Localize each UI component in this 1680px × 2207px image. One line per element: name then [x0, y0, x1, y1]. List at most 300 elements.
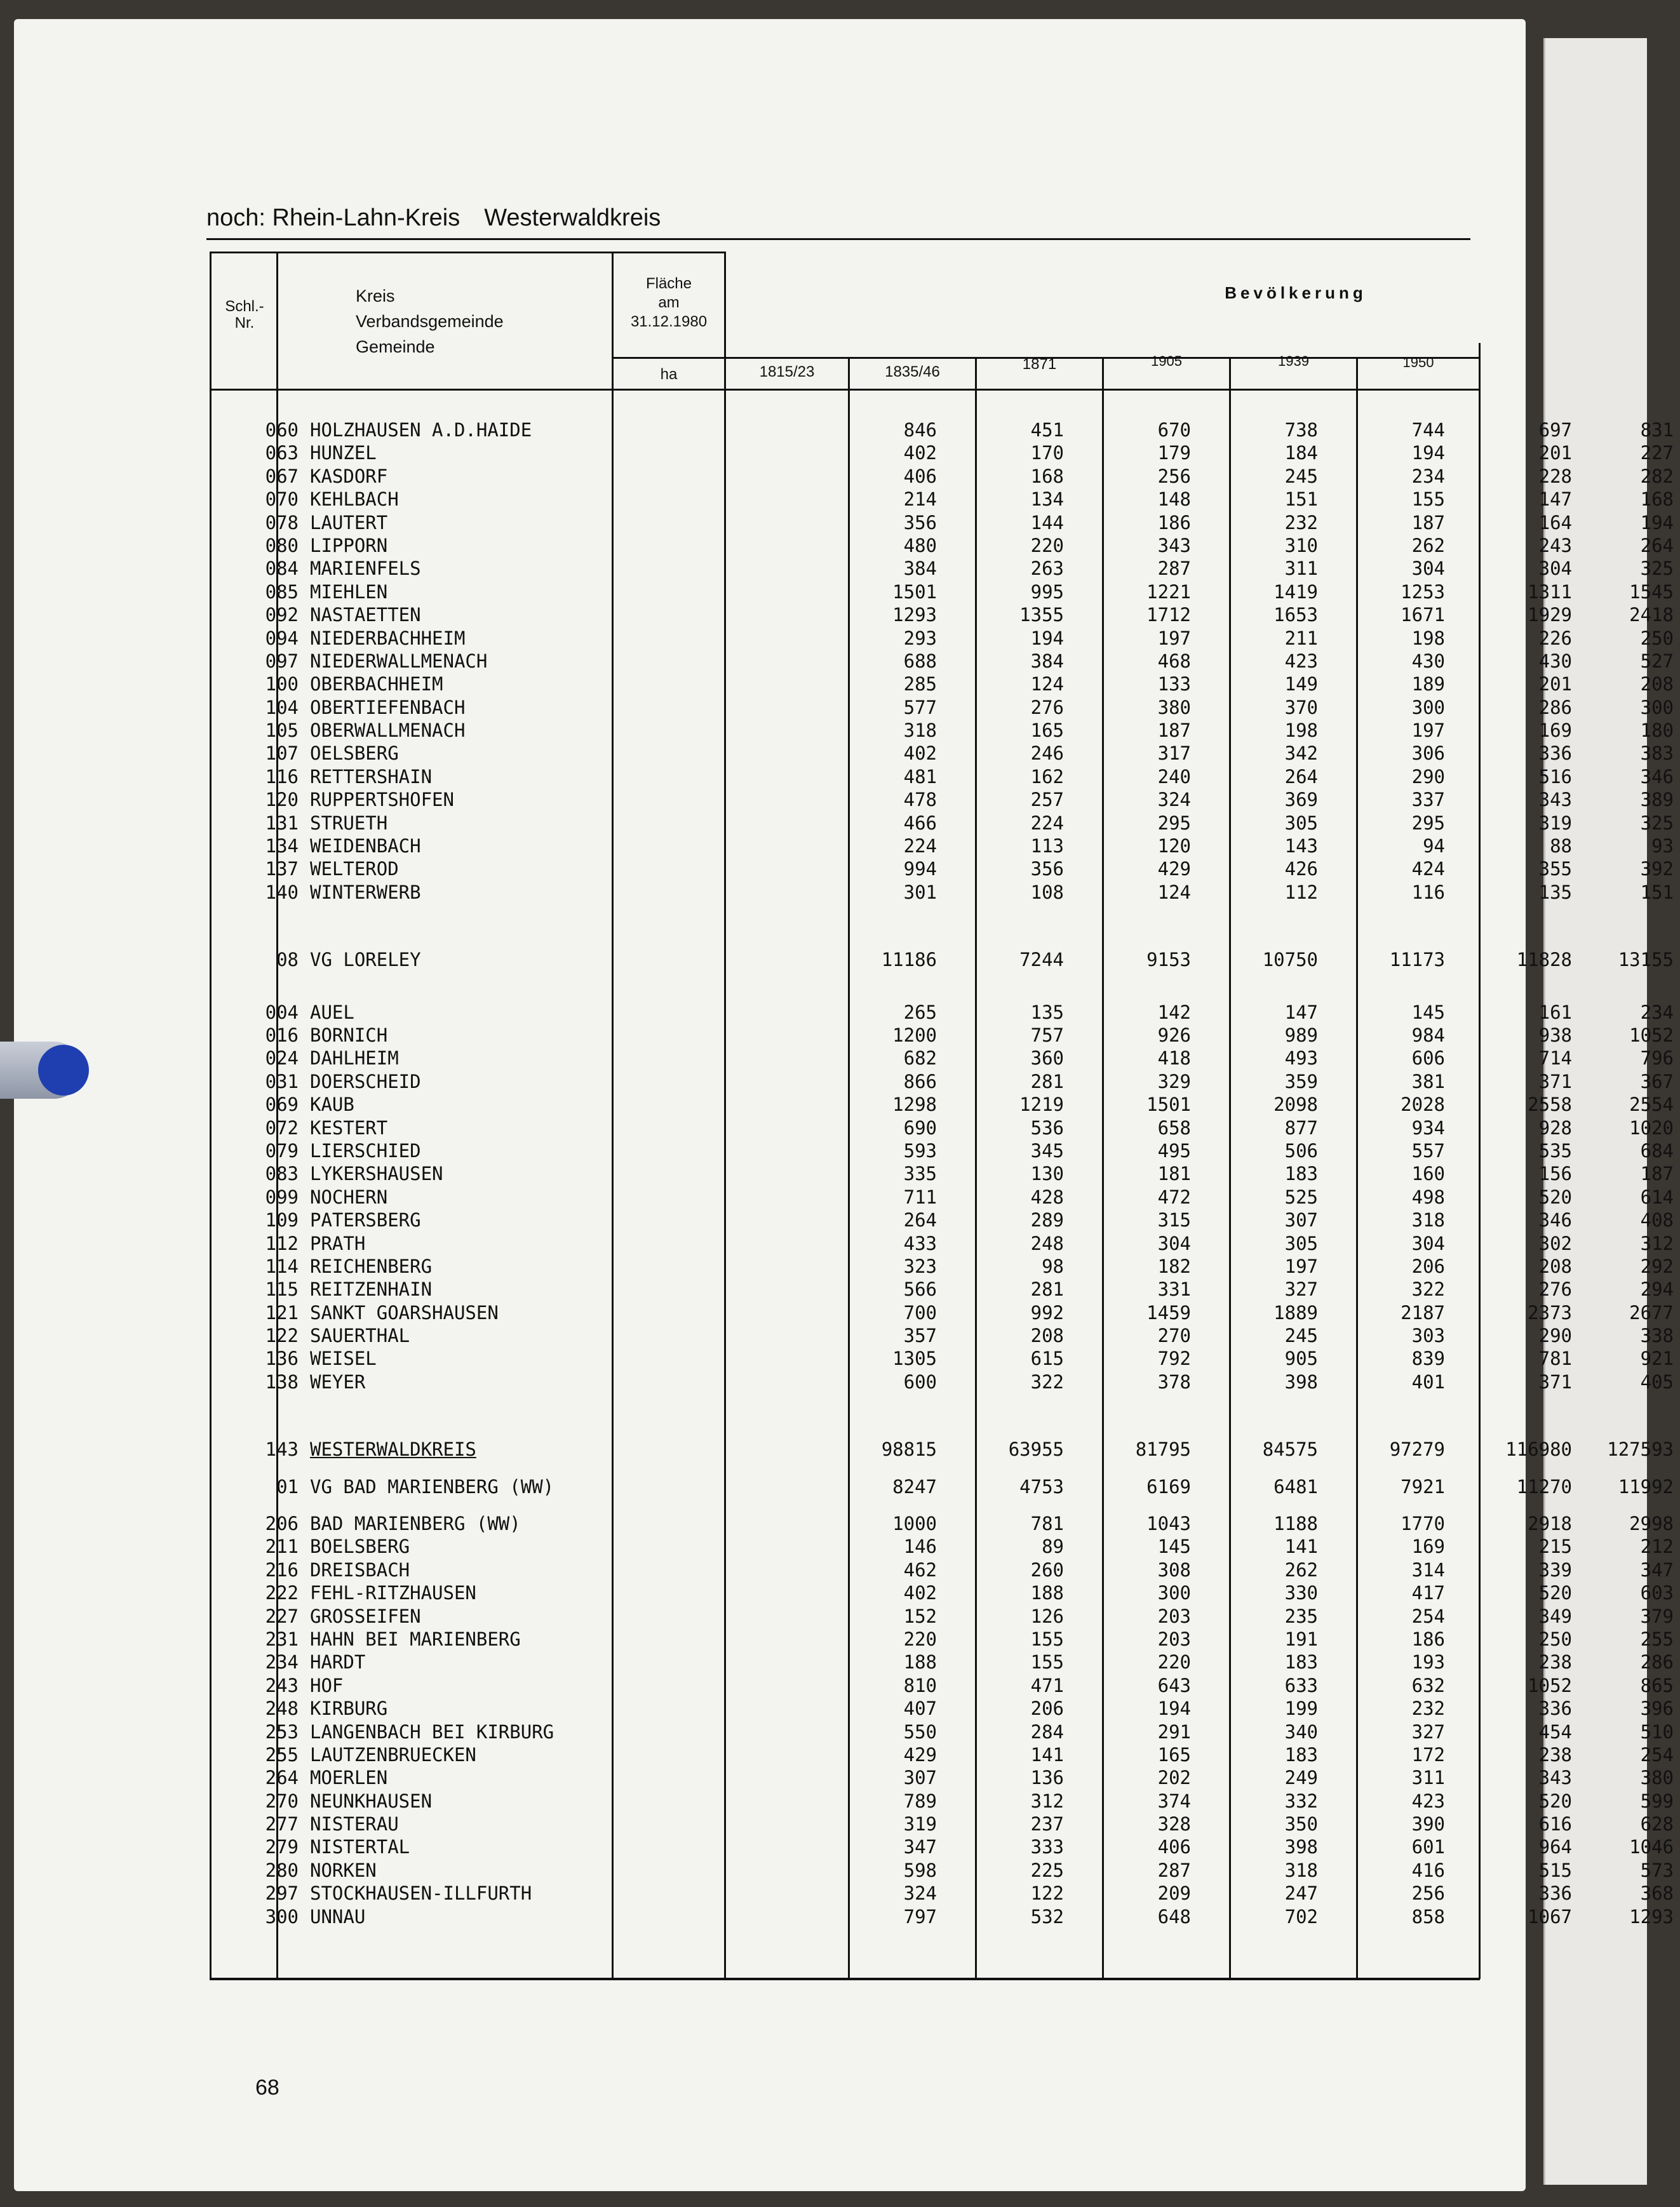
row-population-5: 379: [1640, 1605, 1674, 1627]
row-population-4: 250: [1538, 1628, 1572, 1650]
row-gap: [216, 904, 1480, 949]
row-population-1: 670: [1157, 419, 1191, 441]
row-population-1: 328: [1157, 1813, 1191, 1835]
row-number: 031: [265, 1070, 299, 1092]
row-name: NEUNKHAUSEN: [310, 1790, 433, 1812]
row-number: 279: [265, 1836, 299, 1858]
row-population-0: 4753: [1019, 1475, 1064, 1498]
table-row: [216, 627, 1674, 650]
row-number: 114: [265, 1255, 299, 1277]
row-population-0: 155: [1030, 1628, 1064, 1650]
row-population-5: 614: [1640, 1186, 1674, 1208]
row-population-5: 1052: [1629, 1024, 1674, 1046]
row-population-5: 11992: [1618, 1475, 1674, 1498]
row-number: 099: [265, 1186, 299, 1208]
header-year-1835: 1835/46: [885, 363, 940, 380]
row-population-1: 187: [1157, 720, 1191, 742]
row-population-4: 161: [1538, 1001, 1572, 1023]
row-name: WEISEL: [310, 1348, 377, 1370]
row-population-3: 744: [1411, 419, 1445, 441]
row-population-4: 319: [1538, 812, 1572, 834]
row-population-4: 336: [1538, 1882, 1572, 1905]
row-number: 243: [265, 1674, 299, 1696]
row-number: 115: [265, 1278, 299, 1301]
row-population-4: 928: [1538, 1117, 1572, 1139]
row-population-0: 757: [1030, 1024, 1064, 1046]
row-population-3: 262: [1411, 534, 1445, 556]
row-name: WEYER: [310, 1371, 366, 1393]
row-population-5: 250: [1640, 627, 1674, 649]
row-area-ha: 1501: [892, 580, 937, 603]
row-population-2: 147: [1284, 1001, 1318, 1023]
row-population-0: 312: [1030, 1790, 1064, 1812]
row-population-1: 81795: [1135, 1439, 1191, 1461]
row-population-5: 599: [1640, 1790, 1674, 1812]
row-population-0: 165: [1030, 720, 1064, 742]
row-number: 216: [265, 1559, 299, 1581]
row-population-5: 510: [1640, 1721, 1674, 1743]
row-population-1: 133: [1157, 673, 1191, 695]
row-population-3: 606: [1411, 1047, 1445, 1070]
table-row: [216, 1536, 1674, 1559]
row-area-ha: 550: [903, 1721, 937, 1743]
row-population-2: 318: [1284, 1859, 1318, 1881]
row-population-1: 308: [1157, 1559, 1191, 1581]
row-population-5: 796: [1640, 1047, 1674, 1070]
row-population-2: 307: [1284, 1209, 1318, 1231]
row-population-1: 792: [1157, 1348, 1191, 1370]
row-population-4: 346: [1538, 1209, 1572, 1231]
row-population-3: 1253: [1401, 580, 1445, 603]
row-population-3: 254: [1411, 1605, 1445, 1627]
row-number: 300: [265, 1905, 299, 1928]
row-name: BAD MARIENBERG (WW): [310, 1513, 521, 1535]
table-row: [216, 1582, 1674, 1605]
row-population-3: 314: [1411, 1559, 1445, 1581]
row-area-ha: 402: [903, 1582, 937, 1604]
row-population-3: 169: [1411, 1536, 1445, 1558]
row-population-0: 615: [1030, 1348, 1064, 1370]
row-number: 121: [265, 1301, 299, 1324]
row-population-5: 865: [1640, 1674, 1674, 1696]
table-row: [216, 1836, 1674, 1859]
row-population-2: 183: [1284, 1743, 1318, 1766]
row-area-ha: 324: [903, 1882, 937, 1905]
table-row: [216, 1721, 1674, 1744]
row-population-0: 144: [1030, 511, 1064, 533]
row-population-4: 88: [1550, 835, 1572, 857]
row-population-2: 235: [1284, 1605, 1318, 1627]
row-population-3: 193: [1411, 1651, 1445, 1674]
row-population-4: 714: [1538, 1047, 1572, 1070]
row-population-4: 2373: [1528, 1301, 1572, 1324]
row-population-2: 350: [1284, 1813, 1318, 1835]
row-population-1: 287: [1157, 1859, 1191, 1881]
row-population-1: 304: [1157, 1232, 1191, 1254]
row-population-4: 290: [1538, 1325, 1572, 1347]
row-number: 01: [276, 1475, 299, 1498]
row-population-1: 202: [1157, 1767, 1191, 1789]
row-population-0: 471: [1030, 1674, 1064, 1696]
row-population-4: 238: [1538, 1743, 1572, 1766]
row-population-0: 356: [1030, 858, 1064, 880]
table-row: [216, 789, 1674, 812]
row-population-2: 151: [1284, 488, 1318, 511]
row-population-0: 246: [1030, 742, 1064, 765]
row-population-2: 191: [1284, 1628, 1318, 1650]
row-number: 120: [265, 789, 299, 811]
row-population-2: 525: [1284, 1186, 1318, 1208]
row-population-0: 333: [1030, 1836, 1064, 1858]
row-population-1: 1501: [1146, 1094, 1191, 1116]
table-row: [216, 1651, 1674, 1674]
row-population-5: 603: [1640, 1582, 1674, 1604]
row-population-5: 194: [1640, 511, 1674, 533]
row-population-2: 141: [1284, 1536, 1318, 1558]
row-population-2: 112: [1284, 881, 1318, 903]
table-row: [216, 1163, 1674, 1186]
row-population-0: 194: [1030, 627, 1064, 649]
row-area-ha: 188: [903, 1651, 937, 1674]
row-population-5: 527: [1640, 650, 1674, 672]
row-number: 222: [265, 1582, 299, 1604]
row-population-4: 781: [1538, 1348, 1572, 1370]
row-population-3: 232: [1411, 1698, 1445, 1720]
row-population-1: 429: [1157, 858, 1191, 880]
row-number: 131: [265, 812, 299, 834]
row-population-3: 318: [1411, 1209, 1445, 1231]
row-population-0: 1219: [1019, 1094, 1064, 1116]
header-flaeche: Fläche am 31.12.1980: [630, 275, 708, 330]
row-population-3: 423: [1411, 1790, 1445, 1812]
row-population-1: 256: [1157, 465, 1191, 487]
row-area-ha: 8247: [892, 1475, 937, 1498]
table-row: [216, 1439, 1674, 1461]
row-population-1: 317: [1157, 742, 1191, 765]
row-name: MOERLEN: [310, 1767, 388, 1789]
row-name: LANGENBACH BEI KIRBURG: [310, 1721, 554, 1743]
header-year-1871: 1871: [1022, 356, 1057, 373]
row-population-1: 418: [1157, 1047, 1191, 1070]
row-population-5: 405: [1640, 1371, 1674, 1393]
row-number: 277: [265, 1813, 299, 1835]
row-name: LYKERSHAUSEN: [310, 1163, 443, 1185]
row-number: 137: [265, 858, 299, 880]
table-row: [216, 696, 1674, 720]
row-population-1: 643: [1157, 1674, 1191, 1696]
table-row: [216, 1186, 1674, 1209]
row-name: WEIDENBACH: [310, 835, 421, 857]
row-area-ha: 810: [903, 1674, 937, 1696]
row-population-1: 315: [1157, 1209, 1191, 1231]
row-name: LAUTZENBRUECKEN: [310, 1743, 476, 1766]
header-unit: ha: [660, 366, 678, 383]
row-population-5: 212: [1640, 1536, 1674, 1558]
row-area-ha: 1293: [892, 604, 937, 626]
row-population-5: 408: [1640, 1209, 1674, 1231]
row-name: SANKT GOARSHAUSEN: [310, 1301, 499, 1324]
row-population-4: 169: [1538, 720, 1572, 742]
row-name: NISTERTAL: [310, 1836, 410, 1858]
row-population-3: 424: [1411, 858, 1445, 880]
row-population-3: 430: [1411, 650, 1445, 672]
heading-prefix: noch: Rhein-Lahn-Kreis: [206, 205, 460, 231]
row-population-2: 305: [1284, 1232, 1318, 1254]
row-population-1: 1712: [1146, 604, 1191, 626]
row-area-ha: 1298: [892, 1094, 937, 1116]
row-population-1: 329: [1157, 1070, 1191, 1092]
row-area-ha: 466: [903, 812, 937, 834]
row-population-0: 7244: [1019, 949, 1064, 971]
row-population-1: 197: [1157, 627, 1191, 649]
row-population-4: 520: [1538, 1790, 1572, 1812]
table-row: [216, 673, 1674, 696]
row-population-4: 286: [1538, 696, 1572, 718]
table-row: [216, 1767, 1674, 1790]
row-number: 255: [265, 1743, 299, 1766]
row-area-ha: 307: [903, 1767, 937, 1789]
row-number: 134: [265, 835, 299, 857]
row-population-0: 63955: [1008, 1439, 1064, 1461]
row-population-0: 360: [1030, 1047, 1064, 1070]
row-population-3: 337: [1411, 789, 1445, 811]
row-population-4: 339: [1538, 1559, 1572, 1581]
row-population-5: 392: [1640, 858, 1674, 880]
row-population-4: 135: [1538, 881, 1572, 903]
row-population-4: 343: [1538, 789, 1572, 811]
row-population-3: 390: [1411, 1813, 1445, 1835]
table-row: [216, 1139, 1674, 1163]
table-row: [216, 1905, 1674, 1929]
row-population-4: 243: [1538, 534, 1572, 556]
header-year-1815: 1815/23: [759, 363, 815, 380]
row-population-0: 263: [1030, 558, 1064, 580]
row-name: HARDT: [310, 1651, 366, 1674]
row-population-0: 995: [1030, 580, 1064, 603]
table-row: [216, 1790, 1674, 1813]
row-name: PRATH: [310, 1232, 366, 1254]
row-population-3: 194: [1411, 442, 1445, 464]
row-name: MIEHLEN: [310, 580, 388, 603]
row-population-4: 164: [1538, 511, 1572, 533]
row-population-3: 187: [1411, 511, 1445, 533]
table-body: [216, 419, 1674, 1929]
table-row: [216, 858, 1674, 881]
row-number: 067: [265, 465, 299, 487]
row-population-1: 6169: [1146, 1475, 1191, 1498]
table-row: [216, 558, 1674, 580]
row-number: 234: [265, 1651, 299, 1674]
row-population-2: 330: [1284, 1582, 1318, 1604]
row-name: HUNZEL: [310, 442, 377, 464]
row-area-ha: 98815: [881, 1439, 937, 1461]
row-population-3: 306: [1411, 742, 1445, 765]
row-population-5: 1020: [1629, 1117, 1674, 1139]
row-population-5: 168: [1640, 488, 1674, 511]
row-population-2: 197: [1284, 1255, 1318, 1277]
row-population-2: 198: [1284, 720, 1318, 742]
row-population-4: 535: [1538, 1139, 1572, 1162]
row-population-5: 294: [1640, 1278, 1674, 1301]
row-population-1: 9153: [1146, 949, 1191, 971]
row-population-0: 276: [1030, 696, 1064, 718]
row-number: 004: [265, 1001, 299, 1023]
row-population-5: 127593: [1607, 1439, 1674, 1461]
row-number: 143: [265, 1439, 299, 1461]
row-population-4: 201: [1538, 442, 1572, 464]
row-name: NASTAETTEN: [310, 604, 421, 626]
row-population-1: 324: [1157, 789, 1191, 811]
row-number: 069: [265, 1094, 299, 1116]
row-number: 016: [265, 1024, 299, 1046]
row-population-3: 94: [1423, 835, 1445, 857]
row-population-1: 648: [1157, 1905, 1191, 1928]
row-name: LIPPORN: [310, 534, 388, 556]
row-name: WELTEROD: [310, 858, 399, 880]
row-population-5: 389: [1640, 789, 1674, 811]
row-population-5: 338: [1640, 1325, 1674, 1347]
table-row: [216, 1859, 1674, 1882]
row-number: 206: [265, 1513, 299, 1535]
row-name: VG LORELEY: [310, 949, 421, 971]
row-population-1: 182: [1157, 1255, 1191, 1277]
header-bottom-rule: [210, 389, 1480, 391]
row-population-4: 520: [1538, 1186, 1572, 1208]
row-population-4: 116980: [1505, 1439, 1572, 1461]
row-number: 136: [265, 1348, 299, 1370]
row-area-ha: 481: [903, 765, 937, 788]
row-area-ha: 335: [903, 1163, 937, 1185]
row-population-0: 992: [1030, 1301, 1064, 1324]
table-row: [216, 1117, 1674, 1140]
row-number: 231: [265, 1628, 299, 1650]
row-population-0: 168: [1030, 465, 1064, 487]
table-bottom-rule: [210, 1978, 1480, 1980]
row-population-1: 495: [1157, 1139, 1191, 1162]
row-number: 100: [265, 673, 299, 695]
table-row: [216, 720, 1674, 742]
row-area-ha: 846: [903, 419, 937, 441]
row-population-1: 181: [1157, 1163, 1191, 1185]
row-area-ha: 265: [903, 1001, 937, 1023]
row-population-5: 367: [1640, 1070, 1674, 1092]
row-area-ha: 318: [903, 720, 937, 742]
row-population-2: 1653: [1273, 604, 1318, 626]
table-row: [216, 1371, 1674, 1394]
row-population-1: 220: [1157, 1651, 1191, 1674]
row-area-ha: 1000: [892, 1513, 937, 1535]
row-population-3: 97279: [1389, 1439, 1445, 1461]
table-row: [216, 1024, 1674, 1047]
row-number: 092: [265, 604, 299, 626]
row-population-1: 1221: [1146, 580, 1191, 603]
row-population-3: 160: [1411, 1163, 1445, 1185]
row-population-4: 276: [1538, 1278, 1572, 1301]
row-number: 080: [265, 534, 299, 556]
row-population-0: 113: [1030, 835, 1064, 857]
table-top-rule: [210, 252, 724, 253]
row-population-3: 601: [1411, 1836, 1445, 1858]
row-name: LIERSCHIED: [310, 1139, 421, 1162]
row-population-1: 148: [1157, 488, 1191, 511]
table-row: [216, 534, 1674, 558]
row-population-5: 2998: [1629, 1513, 1674, 1535]
row-name: OBERBACHHEIM: [310, 673, 443, 695]
row-number: 085: [265, 580, 299, 603]
row-population-4: 1052: [1528, 1674, 1572, 1696]
row-area-ha: 301: [903, 881, 937, 903]
row-name: KIRBURG: [310, 1698, 388, 1720]
table-row: [216, 1605, 1674, 1628]
row-area-ha: 1200: [892, 1024, 937, 1046]
row-area-ha: 402: [903, 742, 937, 765]
row-name: HAHN BEI MARIENBERG: [310, 1628, 521, 1650]
row-population-5: 286: [1640, 1651, 1674, 1674]
row-area-ha: 1305: [892, 1348, 937, 1370]
row-population-5: 684: [1640, 1139, 1674, 1162]
header-year-1939: 1939: [1278, 353, 1309, 369]
row-population-2: 245: [1284, 1325, 1318, 1347]
row-population-2: 1188: [1273, 1513, 1318, 1535]
row-population-4: 228: [1538, 465, 1572, 487]
row-population-1: 468: [1157, 650, 1191, 672]
row-name: VG BAD MARIENBERG (WW): [310, 1475, 554, 1498]
table-row: [216, 881, 1674, 904]
row-population-0: 322: [1030, 1371, 1064, 1393]
row-population-0: 224: [1030, 812, 1064, 834]
row-area-ha: 356: [903, 511, 937, 533]
table-row: [216, 604, 1674, 627]
row-area-ha: 600: [903, 1371, 937, 1393]
row-population-4: 208: [1538, 1255, 1572, 1277]
row-name: STOCKHAUSEN-ILLFURTH: [310, 1882, 532, 1905]
row-population-3: 632: [1411, 1674, 1445, 1696]
row-area-ha: 220: [903, 1628, 937, 1650]
row-population-2: 398: [1284, 1371, 1318, 1393]
row-population-1: 165: [1157, 1743, 1191, 1766]
row-population-0: 260: [1030, 1559, 1064, 1581]
row-population-2: 359: [1284, 1070, 1318, 1092]
row-population-0: 536: [1030, 1117, 1064, 1139]
row-population-3: 2028: [1401, 1094, 1445, 1116]
row-population-3: 311: [1411, 1767, 1445, 1789]
table-row: [216, 1674, 1674, 1698]
row-population-2: 327: [1284, 1278, 1318, 1301]
row-number: 112: [265, 1232, 299, 1254]
row-area-ha: 293: [903, 627, 937, 649]
row-area-ha: 577: [903, 696, 937, 718]
row-population-2: 245: [1284, 465, 1318, 487]
row-name: GROSSEIFEN: [310, 1605, 421, 1627]
row-population-0: 208: [1030, 1325, 1064, 1347]
row-population-4: 454: [1538, 1721, 1572, 1743]
row-name: NIEDERWALLMENACH: [310, 650, 488, 672]
row-number: 107: [265, 742, 299, 765]
row-area-ha: 994: [903, 858, 937, 880]
row-name: OBERTIEFENBACH: [310, 696, 466, 718]
table-row: [216, 742, 1674, 765]
row-population-3: 7921: [1401, 1475, 1445, 1498]
row-population-4: 355: [1538, 858, 1572, 880]
row-population-0: 206: [1030, 1698, 1064, 1720]
row-population-5: 187: [1640, 1163, 1674, 1185]
row-population-1: 1459: [1146, 1301, 1191, 1324]
header-year-1950: 1950: [1402, 354, 1434, 370]
row-population-1: 145: [1157, 1536, 1191, 1558]
row-population-2: 84575: [1262, 1439, 1318, 1461]
row-number: 063: [265, 442, 299, 464]
row-population-0: 170: [1030, 442, 1064, 464]
